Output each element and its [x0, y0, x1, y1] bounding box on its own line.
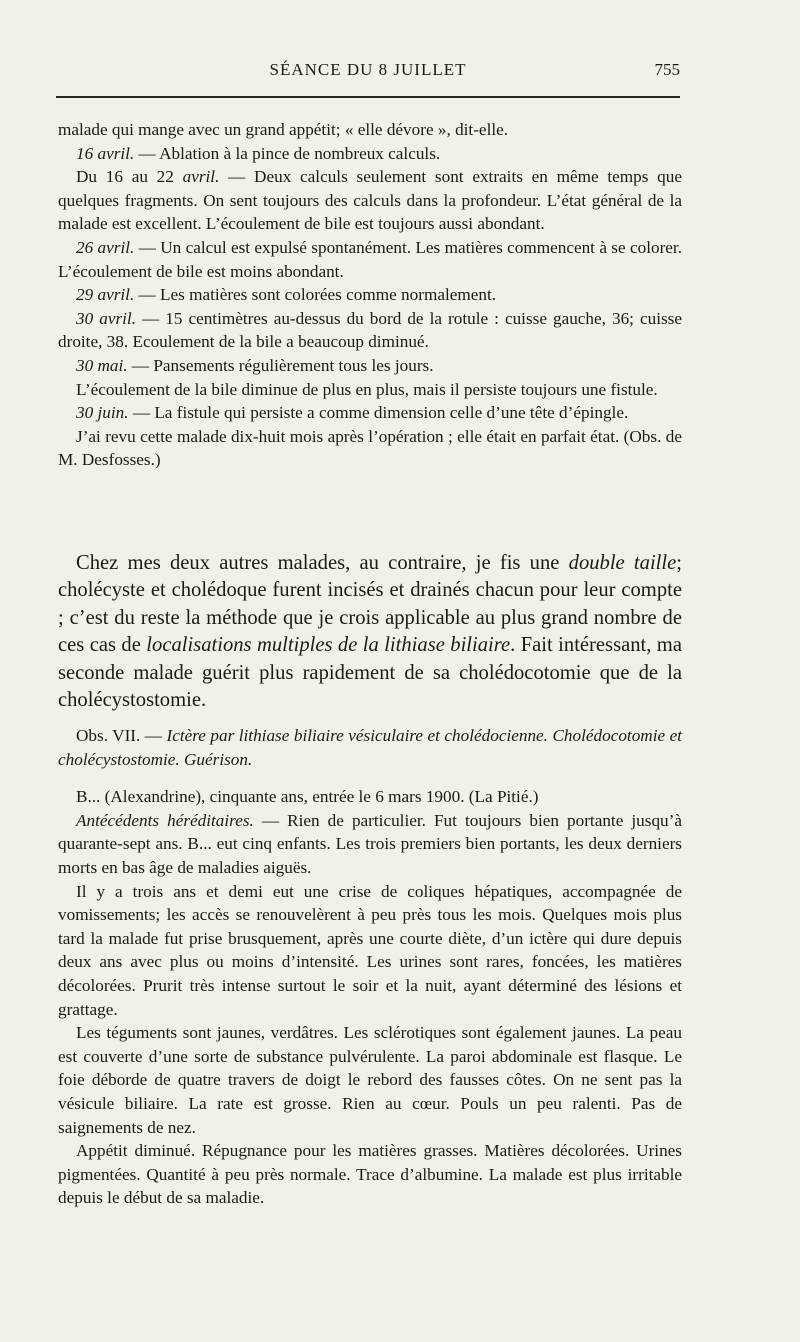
- paragraph: [58, 550, 682, 714]
- paragraph-text: ; cholécyste et cholédoque furent incisés et drainés chacun pour leur compte ; c’est du reste la méthode que je crois applicable au plus grand nombre de ces cas de: [58, 552, 682, 657]
- paragraph: [58, 236, 682, 283]
- paragraph: [58, 142, 682, 166]
- date: 30 mai.: [76, 355, 128, 375]
- observation-title: Ictère par lithiase biliaire vésiculaire et cholédocienne. Cholédocotomie et cholécystostomie. Guérison.: [58, 726, 682, 769]
- observation-dash: —: [140, 726, 167, 745]
- observation-heading: [58, 724, 682, 771]
- page-header: [56, 52, 680, 98]
- observation-label: Obs. VII.: [76, 726, 141, 745]
- date: 26 avril.: [76, 237, 135, 257]
- main-text: [58, 550, 682, 714]
- page-number: 755: [654, 60, 680, 79]
- paragraph-text: — Pansements régulièrement tous les jours.: [127, 355, 434, 375]
- paragraph: Appétit diminué. Répugnance pour les matières grasses. Matières décolorées. Urines pigmentées. Quantité à peu près normale. Trace d’albumine. La malade est plus irritable depuis le début de sa maladie.: [58, 1141, 682, 1208]
- paragraph-text: Chez mes deux autres malades, au contraire, je fis une: [76, 552, 569, 574]
- paragraph-text: — La fistule qui persiste a comme dimension celle d’une tête d’épingle.: [128, 403, 629, 423]
- paragraph-text: — 15 centimètres au-dessus du bord de la rotule : cuisse gauche, 36; cuisse droite, 38. Ecoulement de la bile a beaucoup diminué.: [58, 308, 682, 352]
- date: 30 avril.: [76, 308, 136, 328]
- paragraph: [58, 809, 682, 880]
- observation-vii: [58, 724, 682, 1210]
- paragraph: [58, 354, 682, 378]
- emphasis: double taille: [568, 552, 677, 574]
- paragraph-text: Du 16 au 22: [76, 167, 183, 187]
- paragraph: malade qui mange avec un grand appétit; « elle dévore », dit-elle.: [58, 120, 509, 139]
- paragraph: B... (Alexandrine), cinquante ans, entrée le 6 mars 1900. (La Pitié.): [76, 787, 539, 807]
- paragraph: J’ai revu cette malade dix-huit mois après l’opération ; elle était en parfait état. (Obs. de M. Desfosses.): [58, 426, 682, 470]
- date: 30 juin.: [76, 403, 129, 423]
- paragraph: [58, 307, 682, 354]
- paragraph: [58, 283, 682, 307]
- date: 29 avril.: [76, 285, 135, 305]
- paragraph: Il y a trois ans et demi eut une crise de coliques hépatiques, accompagnée de vomissements; les accès se renouvelèrent à peu près tous les mois. Quelques mois plus tard la malade fut prise brusquement, après une courte diète, d’un ictère qui dure depuis deux ans avec plus ou moins d’intensité. Les urines sont rares, foncées, les matières décolorées. Prurit très intense surtout le soir et la nuit, ayant déterminé des lésions et grattage.: [58, 881, 682, 1019]
- section-label: Antécédents héréditaires.: [76, 810, 254, 830]
- case-notes-continued: [58, 118, 682, 472]
- paragraph-text: — Rien de particulier. Fut toujours bien portante jusqu’à quarante-sept ans. B... eut cinq enfants. Les trois premiers bien portants, les deux derniers morts en bas âge de maladies aiguës.: [58, 810, 682, 877]
- paragraph-text: . Fait intéressant, ma seconde malade guérit plus rapidement de sa cholédocotomie que de la cholécystostomie.: [58, 634, 682, 712]
- paragraph: L’écoulement de la bile diminue de plus en plus, mais il persiste toujours une fistule.: [76, 379, 658, 399]
- date: avril.: [182, 167, 220, 187]
- paragraph: [58, 165, 682, 236]
- paragraph-text: — Un calcul est expulsé spontanément. Les matières commencent à se colorer. L’écoulement de bile est moins abondant.: [58, 237, 682, 281]
- paragraph-text: — Les matières sont colorées comme normalement.: [134, 285, 497, 305]
- paragraph: [58, 401, 682, 425]
- running-title: SÉANCE DU 8 JUILLET: [269, 60, 467, 79]
- paragraph-text: — Deux calculs seulement sont extraits en même temps que quelques fragments. On sent toujours des calculs dans la profondeur. L’état général de la malade est excellent. L’écoulement de bile est toujours aussi abondant.: [58, 167, 682, 234]
- emphasis: localisations multiples de la lithiase biliaire: [146, 634, 511, 657]
- date: 16 avril.: [76, 143, 135, 163]
- paragraph: Les téguments sont jaunes, verdâtres. Les sclérotiques sont également jaunes. La peau est couverte d’une sorte de substance pulvérulente. La paroi abdominale est flasque. Le foie déborde de quatre travers de doigt le rebord des fausses côtes. On ne sent pas la vésicule biliaire. La rate est grosse. Rien au cœur. Pouls un peu ralenti. Pas de saignements de nez.: [58, 1023, 682, 1137]
- paragraph-text: — Ablation à la pince de nombreux calculs.: [134, 143, 441, 163]
